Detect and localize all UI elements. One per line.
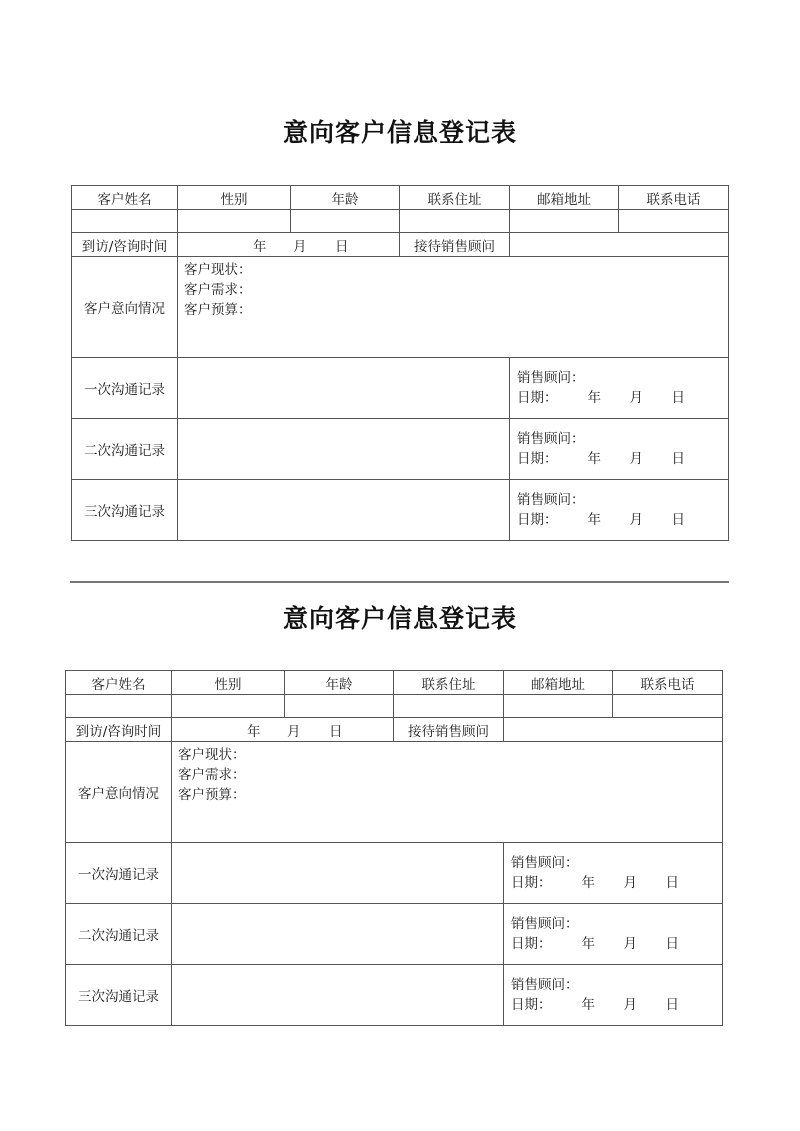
header-customer-name: 客户姓名 bbox=[66, 671, 172, 695]
record-notes-field[interactable] bbox=[178, 419, 510, 480]
header-phone: 联系电话 bbox=[613, 671, 723, 695]
header-address: 联系住址 bbox=[394, 671, 504, 695]
gender-field[interactable] bbox=[172, 695, 285, 718]
age-field[interactable] bbox=[285, 695, 394, 718]
budget-label: 客户预算： bbox=[178, 787, 246, 803]
sales-consultant-label: 销售顾问： bbox=[511, 916, 579, 932]
header-gender: 性别 bbox=[178, 186, 291, 210]
consultant-label: 接待销售顾问 bbox=[394, 718, 504, 742]
record-sign-cell[interactable] bbox=[504, 965, 723, 1026]
date-label: 日期： bbox=[511, 997, 552, 1013]
phone-field[interactable] bbox=[613, 695, 723, 718]
date-label: 日期： bbox=[517, 390, 558, 406]
intent-label: 客户意向情况 bbox=[72, 257, 178, 358]
year-label: 年 bbox=[581, 997, 595, 1013]
visit-time-label: 到访/咨询时间 bbox=[66, 718, 172, 742]
date-label: 日期： bbox=[517, 451, 558, 467]
day-label: 日 bbox=[665, 875, 679, 891]
visit-date-field[interactable] bbox=[172, 718, 394, 742]
month-label: 月 bbox=[629, 390, 643, 406]
day-label: 日 bbox=[671, 512, 685, 528]
month-label: 月 bbox=[287, 723, 301, 740]
header-age: 年龄 bbox=[285, 671, 394, 695]
month-label: 月 bbox=[623, 875, 637, 891]
year-label: 年 bbox=[581, 875, 595, 891]
sales-consultant-label: 销售顾问： bbox=[517, 431, 585, 447]
record-notes-field[interactable] bbox=[178, 358, 510, 419]
month-label: 月 bbox=[293, 238, 307, 255]
record-sign-cell[interactable] bbox=[510, 358, 729, 419]
consultant-label: 接待销售顾问 bbox=[400, 233, 510, 257]
consultant-field[interactable] bbox=[510, 233, 729, 257]
date-label: 日期： bbox=[511, 936, 552, 952]
record-label: 二次沟通记录 bbox=[66, 904, 172, 965]
year-label: 年 bbox=[587, 512, 601, 528]
record-sign-cell[interactable] bbox=[504, 904, 723, 965]
record-notes-field[interactable] bbox=[172, 843, 504, 904]
day-label: 日 bbox=[665, 936, 679, 952]
current-status-label: 客户现状： bbox=[178, 747, 246, 763]
header-email: 邮箱地址 bbox=[510, 186, 619, 210]
record-label: 一次沟通记录 bbox=[72, 358, 178, 419]
year-label: 年 bbox=[253, 238, 267, 255]
sales-consultant-label: 销售顾问： bbox=[517, 492, 585, 508]
day-label: 日 bbox=[671, 451, 685, 467]
month-label: 月 bbox=[629, 512, 643, 528]
gender-field[interactable] bbox=[178, 210, 291, 233]
consultant-field[interactable] bbox=[504, 718, 723, 742]
header-customer-name: 客户姓名 bbox=[72, 186, 178, 210]
phone-field[interactable] bbox=[619, 210, 729, 233]
address-field[interactable] bbox=[394, 695, 504, 718]
sales-consultant-label: 销售顾问： bbox=[511, 977, 579, 993]
day-label: 日 bbox=[671, 390, 685, 406]
record-sign-cell[interactable] bbox=[504, 843, 723, 904]
year-label: 年 bbox=[587, 451, 601, 467]
email-field[interactable] bbox=[510, 210, 619, 233]
email-field[interactable] bbox=[504, 695, 613, 718]
record-notes-field[interactable] bbox=[172, 965, 504, 1026]
visit-date-field[interactable] bbox=[178, 233, 400, 257]
day-label: 日 bbox=[335, 238, 349, 255]
age-field[interactable] bbox=[291, 210, 400, 233]
record-notes-field[interactable] bbox=[178, 480, 510, 541]
intent-field[interactable] bbox=[178, 257, 729, 358]
record-label: 二次沟通记录 bbox=[72, 419, 178, 480]
visit-time-label: 到访/咨询时间 bbox=[72, 233, 178, 257]
form-title: 意向客户信息登记表 bbox=[282, 118, 517, 147]
record-sign-cell[interactable] bbox=[510, 419, 729, 480]
header-address: 联系住址 bbox=[400, 186, 510, 210]
sales-consultant-label: 销售顾问： bbox=[511, 855, 579, 871]
date-label: 日期： bbox=[511, 875, 552, 891]
registration-table bbox=[71, 185, 729, 541]
page-divider bbox=[70, 581, 729, 583]
record-sign-cell[interactable] bbox=[510, 480, 729, 541]
date-label: 日期： bbox=[517, 512, 558, 528]
needs-label: 客户需求： bbox=[178, 767, 246, 783]
day-label: 日 bbox=[665, 997, 679, 1013]
header-gender: 性别 bbox=[172, 671, 285, 695]
day-label: 日 bbox=[329, 723, 343, 740]
header-age: 年龄 bbox=[291, 186, 400, 210]
header-phone: 联系电话 bbox=[619, 186, 729, 210]
form-title: 意向客户信息登记表 bbox=[282, 604, 517, 633]
record-label: 一次沟通记录 bbox=[66, 843, 172, 904]
budget-label: 客户预算： bbox=[184, 302, 252, 318]
month-label: 月 bbox=[629, 451, 643, 467]
month-label: 月 bbox=[623, 997, 637, 1013]
intent-label: 客户意向情况 bbox=[66, 742, 172, 843]
registration-table bbox=[65, 670, 723, 1026]
header-email: 邮箱地址 bbox=[504, 671, 613, 695]
sales-consultant-label: 销售顾问： bbox=[517, 370, 585, 386]
year-label: 年 bbox=[587, 390, 601, 406]
record-label: 三次沟通记录 bbox=[66, 965, 172, 1026]
customer-name-field[interactable] bbox=[72, 210, 178, 233]
address-field[interactable] bbox=[400, 210, 510, 233]
current-status-label: 客户现状： bbox=[184, 262, 252, 278]
record-notes-field[interactable] bbox=[172, 904, 504, 965]
month-label: 月 bbox=[623, 936, 637, 952]
year-label: 年 bbox=[247, 723, 261, 740]
record-label: 三次沟通记录 bbox=[72, 480, 178, 541]
intent-field[interactable] bbox=[172, 742, 723, 843]
needs-label: 客户需求： bbox=[184, 282, 252, 298]
customer-name-field[interactable] bbox=[66, 695, 172, 718]
year-label: 年 bbox=[581, 936, 595, 952]
